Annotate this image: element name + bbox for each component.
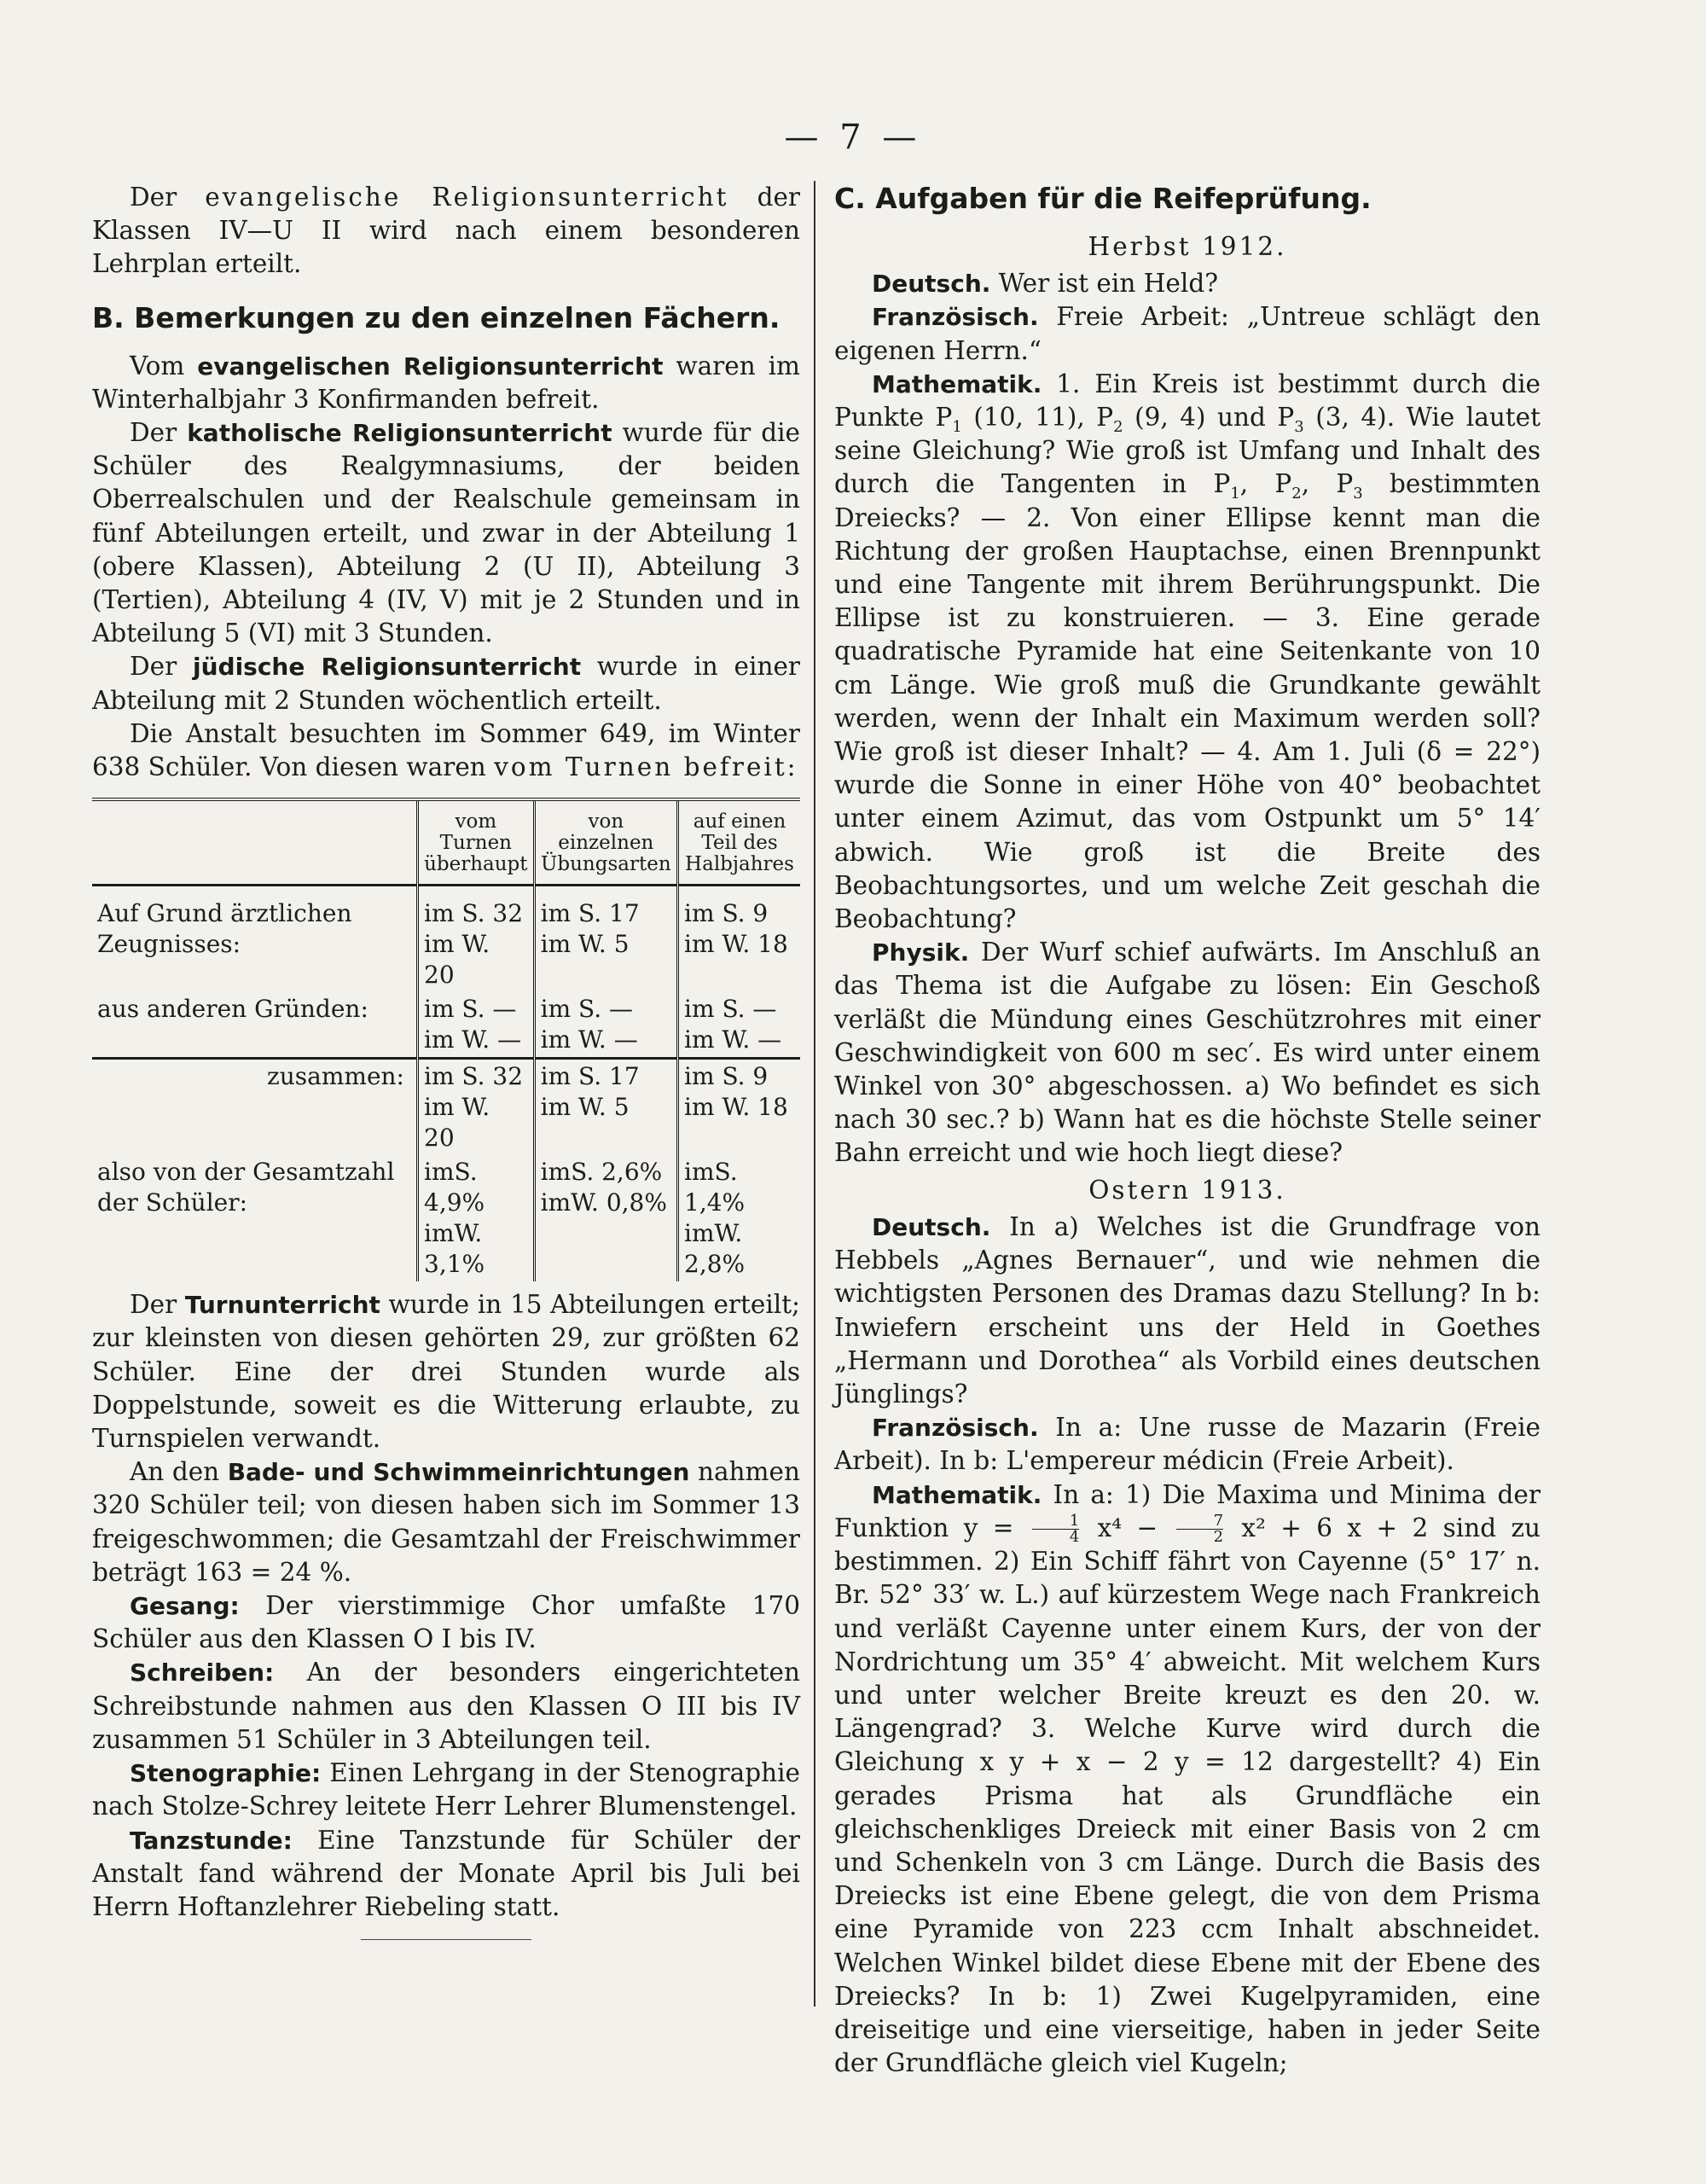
table-cell: imW. 3,1%	[424, 1219, 485, 1279]
term-herbst: Herbst 1912.	[1088, 232, 1287, 261]
paragraph-gesang: Gesang: Der vierstimmige Chor umfaßte 170 Schüler aus den Klassen O I bis IV.	[92, 1591, 800, 1654]
row-label: also von der Gesamtzahl der Schüler:	[97, 1158, 395, 1217]
table-cell: im W. 18	[684, 930, 788, 959]
paragraph-stenographie: Stenographie: Einen Lehrgang in der Stenographie nach Stolze-Schrey leitete Herr Lehrer Blumenstengel.	[92, 1758, 800, 1821]
table-cell: imW. 0,8%	[540, 1188, 667, 1217]
table-cell: imS. 1,4%	[684, 1158, 746, 1217]
table-cell: im W. 5	[540, 930, 630, 959]
right-column	[834, 181, 1541, 2080]
table-header: von einzelnen Übungsarten	[534, 799, 677, 886]
paragraph-herbst-franzoesisch: Französisch. Freie Arbeit: „Untreue schlägt den eigenen Herrn.“	[834, 302, 1541, 365]
table-cell: im S. 17	[540, 899, 640, 928]
paragraph-herbst-deutsch: Deutsch. Wer ist ein Held?	[872, 269, 1219, 299]
paragraph-ostern-mathematik: Mathematik. In a: 1) Die Maxima und Minima der Funktion y = $\frac{1}{4}$ x⁴ − $\frac{7}{2}$ x² + 6 x + 2 sind zu bestimmen. 2) Ein Schiff fährt von Cayenne (5° 17′ n. Br. 52° 33′ w. L.) auf kürzestem Wege nach Frankreich und verläßt Cayenne unter einem Kurs, der von der Nordrichtung um 35° 4′ abweicht. Mit welchem Kurs und unter welcher Breite kreuzt es den 20. w. Längengrad? 3. Welche Kurve wird durch die Gleichung x y + x − 2 y = 12 dargestellt? 4) Ein gerades Prisma hat als Grundfläche ein gleichschenkliges Dreieck mit einer Basis von 2 cm und Schenkeln von 3 cm Länge. Durch die Basis des Dreiecks ist eine Ebene gelegt, die von dem Prisma eine Pyramide von 223 ccm Inhalt abschneidet. Welchen Winkel bildet diese Ebene mit der Ebene des Dreiecks? In b: 1) Zwei Kugelpyramiden, eine dreiseitige und eine vierseitige, haben in jeder Seite der Grundfläche gleich viel Kugeln;	[834, 1479, 1541, 2078]
table-cell: im W. 20	[424, 930, 490, 990]
paragraph-herbst-mathematik: Mathematik. 1. Ein Kreis ist bestimmt durch die Punkte $P_1$ (10, 11), $P_2$ (9, 4) und $P_3$ (3, 4). Wie lautet seine Gleichung? Wie groß ist Umfang und Inhalt des durch die Tangenten in $P_1$, $P_2$, $P_3$ bestimmten Dreiecks? — 2. Von einer Ellipse kennt man die Richtung der großen Hauptachse, einen Brennpunkt und eine Tangente mit ihrem Berührungspunkt. Die Ellipse ist zu konstruieren. — 3. Eine gerade quadratische Pyramide hat eine Seitenkante von 10 cm Länge. Wie groß muß die Grundkante gewählt werden, wenn der Inhalt ein Maximum werden soll? Wie groß ist dieser Inhalt? — 4. Am 1. Juli (δ = 22°) wurde die Sonne in einer Höhe von 40° beobachtet unter einem Azimut, das vom Ostpunkt um 5° 14′ abwich. Wie groß ist die Breite des Beobachtungsortes, und um welche Zeit geschah die Beobachtung?	[834, 369, 1541, 934]
table-header: vom Turnen überhaupt	[418, 799, 535, 886]
table-cell: im W. 20	[424, 1093, 490, 1153]
table-header: auf einen Teil des Halbjahres	[678, 799, 800, 886]
paragraph-ostern-franzoesisch: Französisch. In a: Une russe de Mazarin (Freie Arbeit). In b: L'empereur médicin (Freie Arbeit).	[834, 1413, 1541, 1476]
heading-section-c: C. Aufgaben für die Reifeprüfung.	[834, 182, 1372, 215]
table-cell: im W. 5	[540, 1093, 630, 1122]
left-column	[92, 181, 800, 1940]
table-cell: imS. 2,6%	[540, 1158, 663, 1187]
table-header-empty	[92, 799, 418, 886]
paragraph-schreiben: Schreiben: An der besonders eingerichteten Schreibstunde nahmen aus den Klassen O III bis IV zusammen 51 Schüler in 3 Abteilungen teil.	[92, 1658, 800, 1754]
paragraph-schwimmen: An den Bade- und Schwimmeinrichtungen nahmen 320 Schüler teil; von diesen haben sich im Sommer 13 freigeschwommen; die Gesamtzahl der Freischwimmer beträgt 163 = 24 %.	[92, 1457, 800, 1587]
table-cell: im S. 32	[424, 899, 524, 928]
column-divider	[814, 181, 815, 2007]
table-cell: im S. 17	[540, 1062, 640, 1091]
table-cell: im S. 9	[684, 899, 769, 928]
table-cell: im S. 9	[684, 1062, 769, 1091]
fraction-seven-halves: $\frac{7}{2}$	[1176, 1513, 1223, 1545]
paragraph-anstalt: Die Anstalt besuchten im Sommer 649, im Winter 638 Schüler. Von diesen waren vom Turnen befreit:	[92, 718, 800, 782]
paragraph-katholisch: Der katholische Religionsunterricht wurde für die Schüler des Realgymnasiums, der beiden Oberrealschulen und der Realschule gemeinsam in fünf Abteilungen erteilt, und zwar in der Abteilung 1 (obere Klassen), Abteilung 2 (U II), Abteilung 3 (Tertien), Abteilung 4 (IV, V) mit je 2 Stunden und in Abteilung 5 (VI) mit 3 Stunden.	[92, 418, 801, 648]
table-cell: im W. —	[540, 1025, 638, 1054]
table-cell: im W. —	[424, 1025, 522, 1054]
table-cell: imW. 2,8%	[684, 1219, 746, 1279]
table-cell: im W. 18	[684, 1093, 788, 1122]
paragraph-evangelisch-intro: Der evangelische Religionsunterricht der Klassen IV—U II wird nach einem besonderen Lehrplan erteilt.	[92, 183, 801, 279]
table-cell: im W. —	[684, 1025, 782, 1054]
table-row	[92, 1155, 800, 1281]
table-cell: imS. 4,9%	[424, 1158, 485, 1217]
table-cell: im S. —	[540, 995, 634, 1024]
paragraph-ostern-deutsch: Deutsch. In a) Welches ist die Grundfrage von Hebbels „Agnes Bernauer“, und wie nehmen die wichtigsten Personen des Dramas dazu Stellung? In b: Inwiefern erscheint uns der Held in Goethes „Hermann und Dorothea“ als Vorbild eines deutschen Jünglings?	[834, 1211, 1541, 1409]
heading-section-b: B. Bemerkungen zu den einzelnen Fächern.	[92, 300, 780, 334]
paragraph-turnen: Der Turnunterricht wurde in 15 Abteilungen erteilt; zur kleinsten von diesen gehörten 29, zur größten 62 Schüler. Eine der drei Stunden wurde als Doppelstunde, soweit es die Witterung erlaubte, zu Turnspielen verwandt.	[92, 1290, 800, 1454]
page-number: — 7 —	[784, 118, 922, 157]
row-label: zusammen:	[92, 1059, 418, 1156]
row-label: aus anderen Gründen:	[97, 995, 368, 1024]
exemption-table	[92, 798, 800, 1281]
paragraph-tanzstunde: Tanzstunde: Eine Tanzstunde für Schüler der Anstalt fand während der Monate April bis Juli bei Herrn Hoftanzlehrer Riebeling statt.	[92, 1825, 800, 1921]
table-row	[92, 1059, 800, 1156]
end-rule	[361, 1939, 531, 1940]
table-cell: im S. —	[684, 995, 777, 1024]
table-row	[92, 886, 800, 993]
fraction-one-quarter: $\frac{1}{4}$	[1032, 1513, 1079, 1545]
table-cell: im S. 32	[424, 1062, 524, 1091]
paragraph-herbst-physik: Physik. Der Wurf schief aufwärts. Im Anschluß an das Thema ist die Aufgabe zu lösen: Ein Geschoß verläßt die Mündung eines Geschützrohres mit einer Geschwindigkeit von 600 m sec′. Es wird unter einem Winkel von 30° abgeschossen. a) Wo befindet es sich nach 30 sec.? b) Wann hat es die höchste Stelle seiner Bahn erreicht und wie hoch liegt diese?	[834, 938, 1541, 1168]
paragraph-juedisch: Der jüdische Religionsunterricht wurde in einer Abteilung mit 2 Stunden wöchentlich erteilt.	[92, 652, 801, 715]
table-cell: im S. —	[424, 995, 517, 1024]
table-row	[92, 992, 800, 1059]
row-label: Auf Grund ärztlichen Zeugnisses:	[97, 899, 352, 959]
paragraph-evangelisch: Vom evangelischen Religionsunterricht waren im Winterhalbjahr 3 Konfirmanden befreit.	[92, 351, 801, 414]
term-ostern: Ostern 1913.	[1088, 1175, 1286, 1205]
